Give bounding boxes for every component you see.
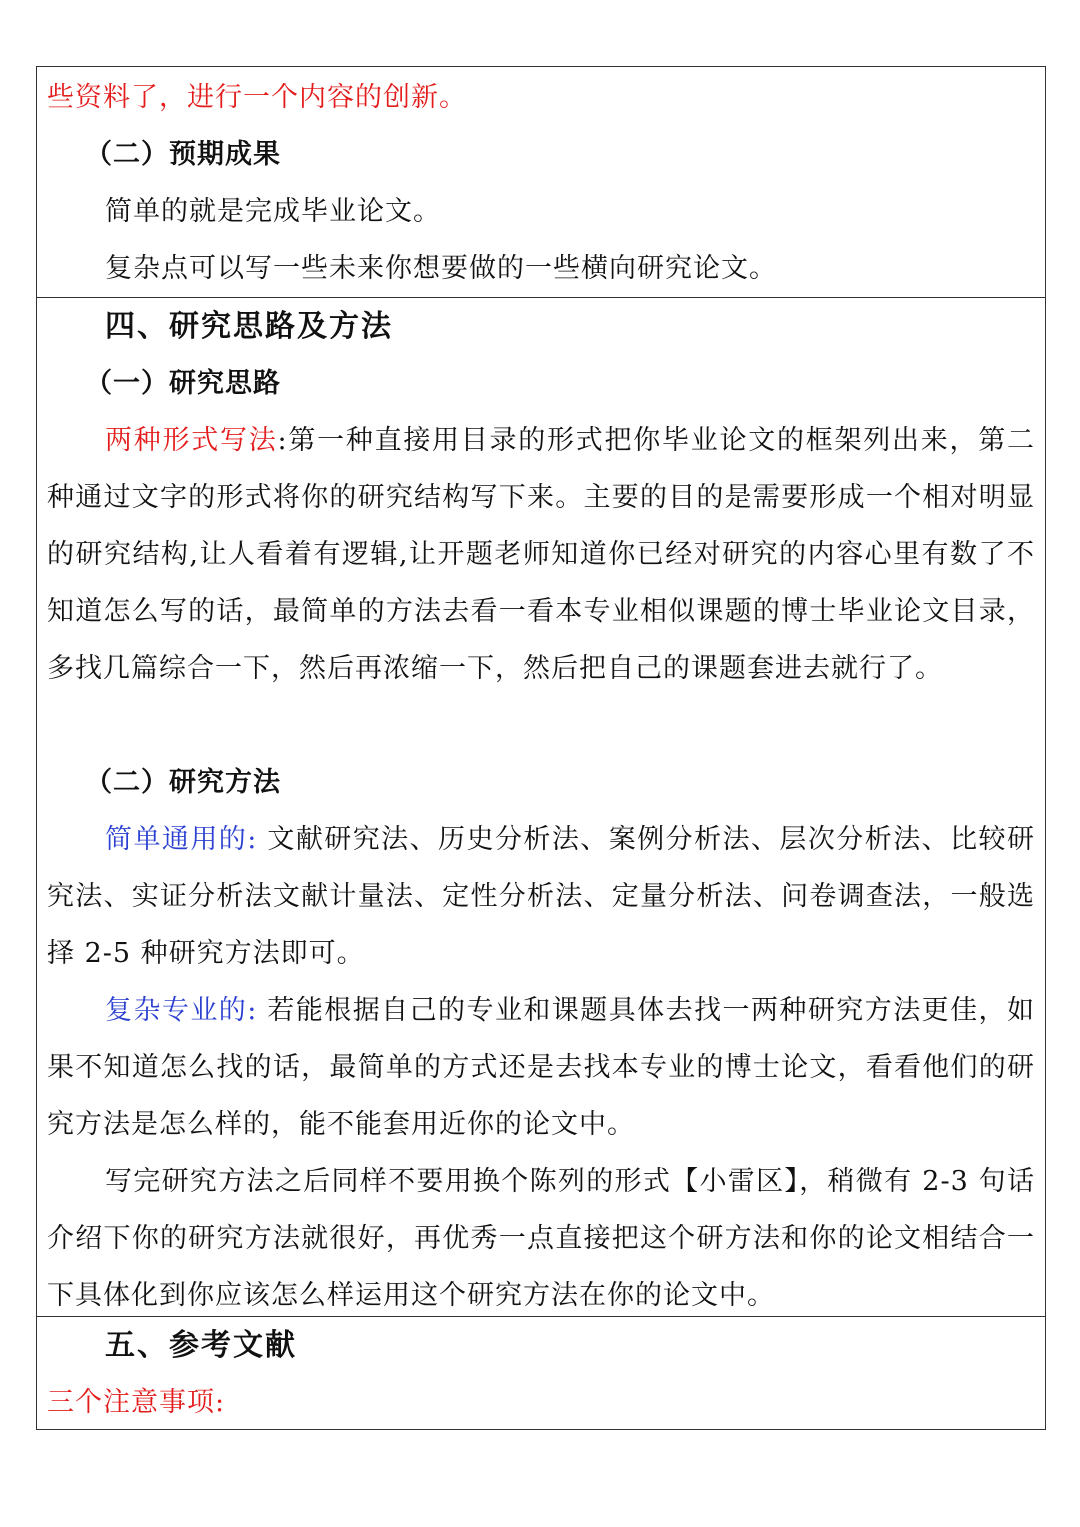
section-expected-results-cell xyxy=(37,69,1045,297)
expected-results-line-2: 复杂点可以写一些未来你想要做的一些横向研究论文。 xyxy=(105,253,777,284)
simple-methods-text: 文献研究法、历史分析法、案例分析法、层次分析法、比较研究法、实证分析法文献计量法、定性分析法、定量分析法、问卷调查法，一般选择 2-5 种研究方法即可。 xyxy=(47,824,1035,969)
complex-methods-text: 若能根据自己的专业和课题具体去找一两种研究方法更佳，如果不知道怎么找的话，最简单的方式还是去找本专业的博士论文，看看他们的研究方法是怎么样的，能不能套用近你的论文中。 xyxy=(47,995,1035,1140)
research-idea-paragraph xyxy=(47,412,1035,697)
expected-results-line-1: 简单的就是完成毕业论文。 xyxy=(105,196,441,227)
research-methods-heading: （二）研究方法 xyxy=(85,767,281,798)
simple-methods-label: 简单通用的: xyxy=(105,824,258,855)
carryover-line: 些资料了，进行一个内容的创新。 xyxy=(47,82,467,113)
closing-paragraph: 写完研究方法之后同样不要用换个陈列的形式【小雷区】，稍微有 2-3 句话介绍下你的研究方法就很好，再优秀一点直接把这个研方法和你的论文相结合一下具体化到你应该怎么样运用这个研究方法在你的论文中。 xyxy=(47,1166,1035,1311)
section-four-heading: 四、研究思路及方法 xyxy=(105,309,393,344)
complex-methods-paragraph xyxy=(47,982,1035,1153)
notes-label: 三个注意事项: xyxy=(47,1387,226,1418)
section-five-heading: 五、参考文献 xyxy=(105,1328,297,1363)
complex-methods-label: 复杂专业的: xyxy=(105,995,258,1026)
document-table xyxy=(36,66,1046,1430)
research-idea-heading: （一）研究思路 xyxy=(85,368,281,399)
section-references-cell xyxy=(37,1316,1045,1429)
section-research-methods-cell xyxy=(37,297,1045,1316)
expected-results-heading: （二）预期成果 xyxy=(85,139,281,170)
simple-methods-paragraph xyxy=(47,811,1035,982)
two-forms-highlight: 两种形式写法 xyxy=(105,425,278,456)
research-idea-text: :第一种直接用目录的形式把你毕业论文的框架列出来，第二种通过文字的形式将你的研究结构写下来。主要的目的是需要形成一个相对明显的研究结构,让人看着有逻辑,让开题老师知道你已经对研究的内容心里有数了不知道怎么写的话，最简单的方法去看一看本专业相似课题的博士毕业论文目录，多找几篇综合一下，然后再浓缩一下，然后把自己的课题套进去就行了。 xyxy=(47,425,1035,684)
blank-line xyxy=(47,697,1035,754)
